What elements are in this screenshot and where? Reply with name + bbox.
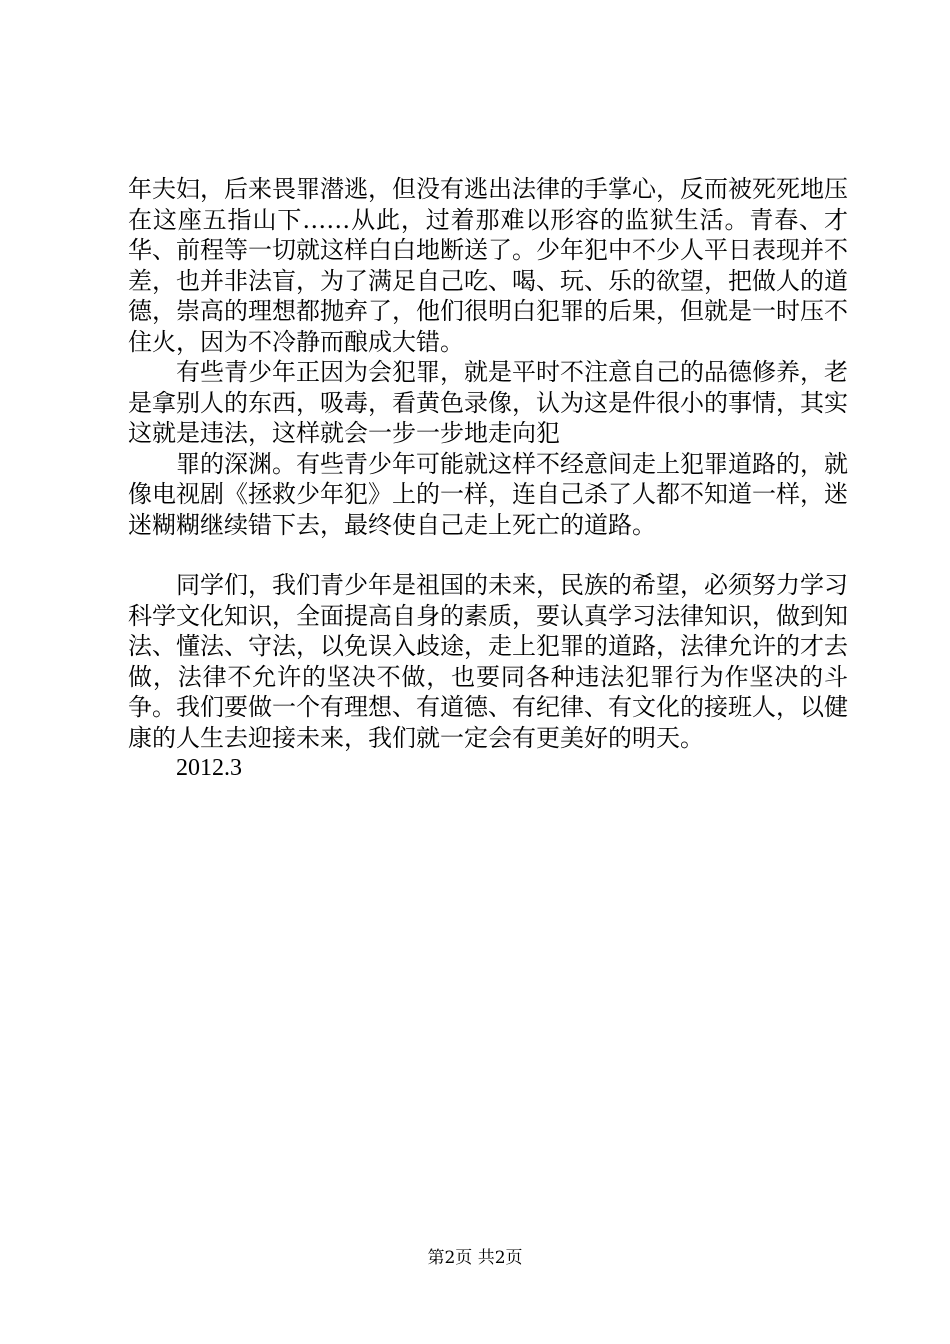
paragraph-4: 同学们，我们青少年是祖国的未来，民族的希望，必须努力学习科学文化知识，全面提高自身的素质，要认真学习法律知识，做到知法、懂法、守法，以免误入歧途，走上犯罪的道路，法律允许的才去做，法律不允许的坚决不做，也要同各种违法犯罪行为作坚决的斗争。我们要做一个有理想、有道德、有纪律、有文化的接班人，以健康的人生去迎接未来，我们就一定会有更美好的明天。 (128, 571, 848, 752)
paragraph-3: 罪的深渊。有些青少年可能就这样不经意间走上犯罪道路的，就像电视剧《拯救少年犯》上的一样，连自己杀了人都不知道一样，迷迷糊糊继续错下去，最终使自己走上死亡的道路。 (128, 449, 848, 539)
document-date: 2012.3 (176, 755, 242, 781)
paragraph-1: 年夫妇，后来畏罪潜逃，但没有逃出法律的手掌心，反而被死死地压在这座五指山下……从此，过着那难以形容的监狱生活。青春、才华、前程等一切就这样白白地断送了。少年犯中不少人平日表现并不差，也并非法盲，为了满足自己吃、喝、玩、乐的欲望，把做人的道德，崇高的理想都抛弃了，他们很明白犯罪的后果，但就是一时压不住火，因为不冷静而酿成大错。 (128, 175, 848, 356)
document-body (128, 174, 848, 784)
paragraph-2: 有些青少年正因为会犯罪，就是平时不注意自己的品德修养，老是拿别人的东西，吸毒，看黄色录像，认为这是件很小的事情，其实这就是违法，这样就会一步一步地走向犯 (128, 358, 848, 447)
paragraph-spacer (128, 540, 848, 570)
page-number-footer: 第2页 共2页 (427, 1248, 523, 1268)
